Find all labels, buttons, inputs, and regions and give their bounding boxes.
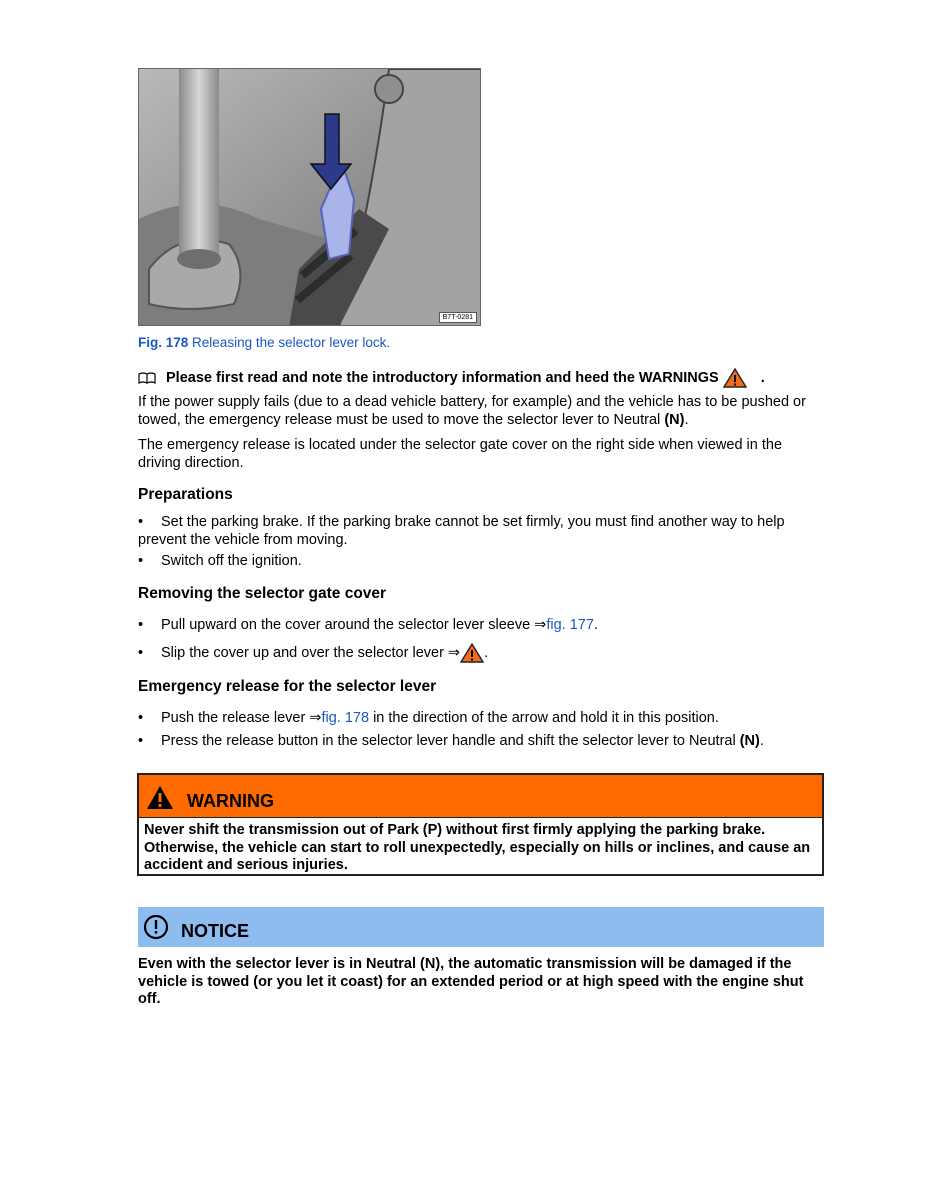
intro-text: Please first read and note the introductory information and heed the WARNINGS	[166, 370, 719, 386]
list-item	[138, 643, 828, 663]
bullet-dot: •	[138, 553, 144, 569]
figure-image	[138, 68, 481, 326]
fig-177-link[interactable]: fig. 177	[546, 617, 594, 633]
paragraph-location	[138, 437, 828, 472]
book-icon	[138, 372, 156, 384]
list-item-text: Slip the cover up and over the selector lever ⇒	[161, 644, 461, 661]
list-item-text: in the direction of the arrow and hold it in this position.	[369, 710, 719, 726]
list-item-text: Set the parking brake. If the parking brake cannot be set firmly, you must find another way to help prevent the vehicle from moving.	[138, 514, 785, 548]
notice-header	[138, 907, 824, 947]
warning-box	[137, 773, 824, 876]
figure-code: B7T-0281	[439, 312, 477, 323]
list-item	[138, 553, 828, 571]
list-item-text: Switch off the ignition.	[161, 553, 302, 569]
exclamation-circle-icon	[143, 914, 169, 940]
bullet-dot: •	[138, 617, 144, 633]
list-item-text: Press the release button in the selector lever handle and shift the selector lever to Neutral	[161, 733, 740, 749]
bullet-dot: •	[138, 710, 144, 726]
list-item-text: Pull upward on the cover around the selector lever sleeve ⇒	[161, 617, 547, 633]
bullet-dot: •	[138, 733, 144, 749]
paragraph-text: The emergency release is located under the selector gate cover on the right side when viewed in the driving direction.	[138, 437, 783, 471]
notice-text: Even with the selector lever is in Neutral (N), the automatic transmission will be damaged if the vehicle is towed (or you let it coast) for an extended period or at high speed with the engine shut off.	[138, 956, 804, 1007]
warning-triangle-icon	[145, 784, 175, 812]
warning-triangle-icon	[723, 368, 747, 388]
list-item	[138, 733, 828, 751]
intro-line	[138, 368, 765, 388]
heading-removing-cover: Removing the selector gate cover	[138, 585, 387, 602]
bullet-dot: •	[138, 514, 144, 530]
notice-title: NOTICE	[181, 920, 250, 941]
neutral-label: (N)	[739, 733, 760, 749]
selector-lever-illustration	[139, 69, 481, 326]
list-item	[138, 617, 828, 635]
figure-caption	[138, 335, 390, 350]
fig-178-link[interactable]: fig. 178	[321, 710, 370, 726]
warning-text: Never shift the transmission out of Park (P) without first firmly applying the parking brake. Otherwise, the vehicle can start to roll unexpectedly, especially on hills or inclines, and cause an accident and serious injuries.	[144, 822, 811, 873]
list-item	[138, 710, 828, 728]
list-item-end: .	[484, 644, 489, 661]
heading-preparations: Preparations	[138, 486, 233, 503]
figure-caption-text: Releasing the selector lever lock.	[192, 335, 391, 350]
heading-emergency-release: Emergency release for the selector lever	[138, 678, 437, 695]
paragraph-text: If the power supply fails (due to a dead vehicle battery, for example) and the vehicle has to be pushed or towed, the emergency release must be used to move the selector lever to Neutral	[138, 394, 806, 428]
paragraph-end: .	[684, 411, 689, 428]
list-item	[138, 514, 828, 549]
figure-label: Fig. 178	[138, 335, 189, 350]
neutral-label: (N)	[664, 411, 685, 428]
bullet-dot: •	[138, 644, 144, 661]
warning-triangle-icon[interactable]	[460, 643, 484, 663]
list-item-end: .	[759, 733, 764, 749]
list-item-end: .	[593, 617, 598, 633]
warning-header	[139, 775, 822, 818]
warning-title: WARNING	[187, 790, 274, 811]
paragraph-power-failure	[138, 394, 828, 429]
list-item-text: Push the release lever ⇒	[161, 710, 322, 726]
intro-end: .	[760, 370, 765, 386]
